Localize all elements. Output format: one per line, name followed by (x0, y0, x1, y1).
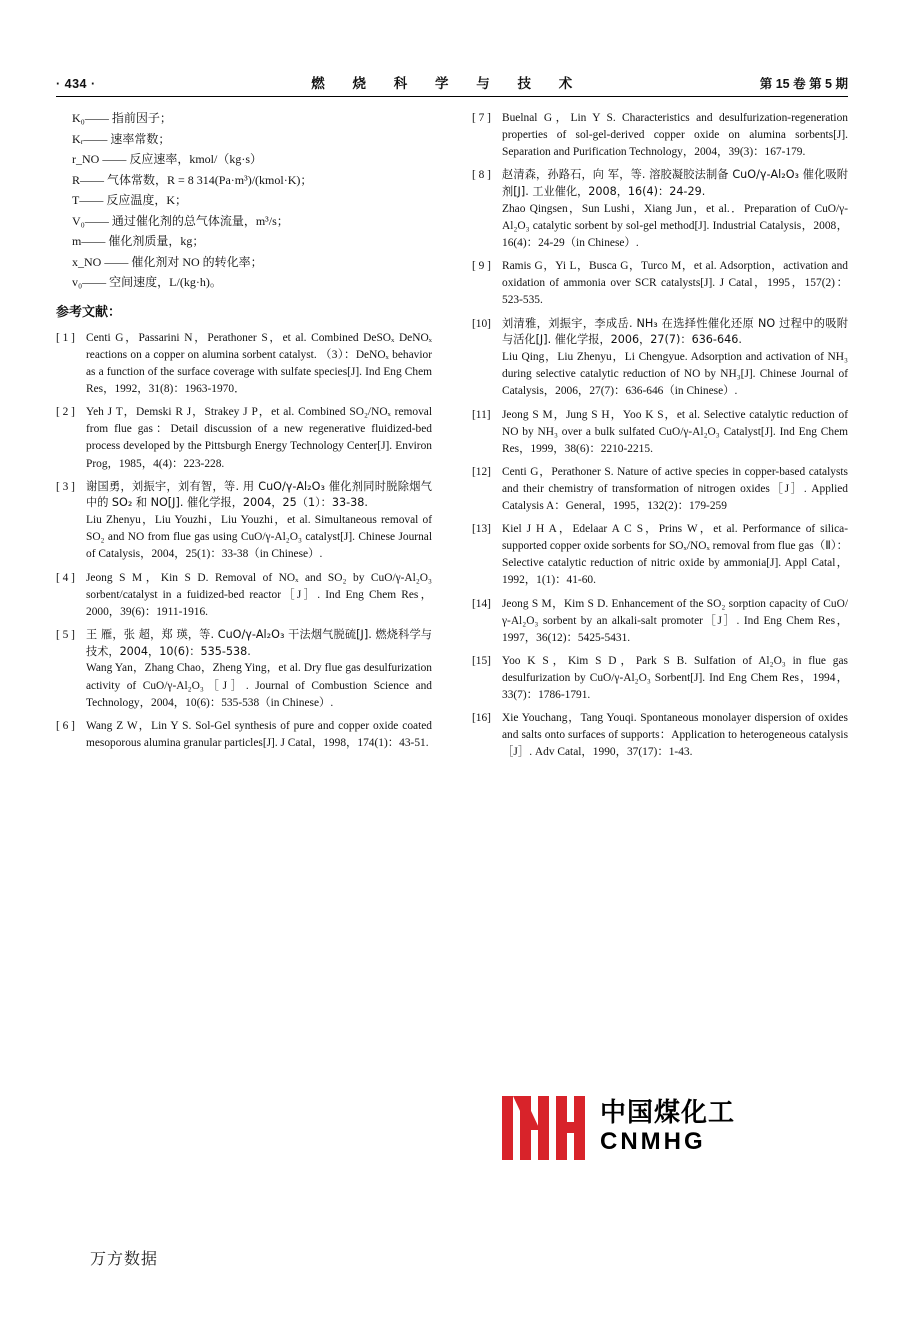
cnmhg-mark-icon (500, 1090, 586, 1164)
reference-text-english: Zhao Qingsen，Sun Lushi，Xiang Jun，et al.．Preparation of CuO/γ-Al₂O₃ catalytic sorbent by sol-gel method[J]. Industrial Catalysis，2008，16(4)：24-29（in Chinese）. (502, 202, 848, 250)
journal-title: 燃 烧 科 学 与 技 术 (311, 76, 585, 91)
left-column (56, 110, 432, 758)
reference-number: [ 6 ] (56, 719, 75, 732)
reference-entry (472, 316, 848, 401)
reference-number: [ 4 ] (56, 571, 75, 584)
reference-text: 谢国勇，刘振宇，刘有智，等. 用 CuO/γ-Al₂O₃ 催化剂同时脱除烟气中的 SO₂ 和 NO[J]. 催化学报，2004，25（1）：33-38. (86, 479, 432, 510)
logo-chinese-name: 中国煤化工 (600, 1097, 736, 1128)
reference-entry (472, 258, 848, 309)
list-item: x_NO —— 催化剂对 NO 的转化率； (72, 254, 263, 269)
reference-number: [10] (472, 317, 491, 330)
reference-number: [ 3 ] (56, 480, 75, 493)
list-item: V₀—— 通过催化剂的总气体流量，m³/s； (72, 213, 289, 228)
reference-entry (472, 464, 848, 515)
reference-entry (472, 653, 848, 704)
list-item: Kᵣ—— 速率常数； (72, 131, 171, 146)
reference-text: Wang Z W，Lin Y S. Sol-Gel synthesis of pure and copper oxide coated mesoporous alumina granular particles[J]. J Catal，1998，174(1)：43-51. (86, 719, 432, 749)
reference-text: 赵清森，孙路石，向 军，等. 溶胶凝胶法制备 CuO/γ-Al₂O₃ 催化吸附剂[J]. 工业催化，2008，16(4)：24-29. (502, 168, 848, 199)
reference-number: [ 1 ] (56, 331, 75, 344)
reference-number: [ 8 ] (472, 169, 491, 182)
reference-entry (472, 407, 848, 458)
reference-entry (56, 330, 432, 398)
reference-entry (56, 718, 432, 752)
publisher-logo (500, 1090, 735, 1164)
reference-text: Buelnal G，Lin Y S. Characteristics and desulfurization-regeneration properties of sol-gel-derived copper oxide on alumina sorbents[J]. Separation and Purification Technology，2004，39(3)：167-179. (502, 112, 848, 159)
reference-entry (472, 596, 848, 647)
list-item: r_NO —— 反应速率，kmol/（kg·s） (72, 152, 262, 167)
reference-number: [15] (472, 654, 491, 667)
reference-entry (56, 479, 432, 564)
nomenclature-list (56, 110, 432, 291)
list-item: v₀—— 空间速度，L/(kg·h)。 (72, 275, 222, 290)
reference-entry (56, 627, 432, 712)
reference-entry (56, 570, 432, 621)
reference-text: Centi G，Perathoner S. Nature of active species in copper-based catalysts and their chemistry of transformation of nitrogen oxides［J］. Applied Catalysis A：General，1995，132(2)：179-259 (502, 465, 848, 513)
reference-text: 刘清雅，刘振宇，李成岳. NH₃ 在选择性催化还原 NO 过程中的吸附与活化[J]. 催化学报，2006，27(7)：636-646. (502, 316, 848, 347)
list-item: m—— 催化剂质量，kg； (72, 234, 205, 249)
reference-number: [13] (472, 523, 491, 536)
reference-entry (472, 521, 848, 589)
wanfang-watermark: 万方数据 (90, 1249, 159, 1268)
reference-text-english: Liu Qing，Liu Zhenyu，Li Chengyue. Adsorption and activation of NH₃ during selective catalytic reduction of NO by NH₃[J]. Chinese Journal of Catalysis，2006，27(7)：636-646（in Chinese）. (502, 351, 848, 398)
reference-text: Xie Youchang，Tang Youqi. Spontaneous monolayer dispersion of oxides and salts onto surfaces of supports：Application to heterogeneous catalysis［J］. Adv Catal，1990，37(17)：1-43. (502, 712, 848, 759)
reference-number: [ 7 ] (472, 112, 491, 124)
reference-entry (472, 167, 848, 252)
reference-number: [ 2 ] (56, 406, 75, 419)
reference-text-english: Wang Yan，Zhang Chao，Zheng Ying，et al. Dry flue gas desulfurization activity of CuO/γ-Al₂O₃［J］. Journal of Combustion Science and Technology，2004，10(6)：535-538（in Chinese）. (86, 662, 432, 709)
reference-text: Centi G，Passarini N，Perathoner S，et al. Combined DeSOₓ DeNOₓ reactions on a copper on alumina sorbent catalyst. （3）：DeNOₓ behavior as a function of the surface coverage with sulfate species[J]. Ind Eng Chem Res，1992，31(8)：1963-1970． (86, 331, 432, 396)
reference-text: Jeong S M，Jung S H，Yoo K S，et al. Selective catalytic reduction of NO by NH₃ over a bulk sulfated CuO/γ-Al₂O₃ Catalyst[J]. Ind Eng Chem Res，1999，38(6)：2210-2215. (502, 408, 848, 455)
reference-number: [12] (472, 465, 491, 478)
reference-text: Yeh J T，Demski R J，Strakey J P，et al. Combined SO₂/NOₓ removal from flue gas：Detail discussion of a new regenerative fluidized-bed process developed by the Pittsburgh Energy Technology Center[J]. Environ Prog，1985，4(4)：223-228. (86, 406, 432, 470)
page-number: · 434 · (56, 77, 96, 91)
right-column (472, 110, 848, 768)
list-item: K₀—— 指前因子； (72, 111, 172, 125)
reference-text: Kiel J H A，Edelaar A C S，Prins W，et al. Performance of silica-supported copper oxide sorbents for SOₓ/NOₓ removal from flue gas（Ⅱ）：Selective catalytic reduction of nitric oxide by ammonia[J]. Appl Catal，1992，1(1)：41-60. (502, 523, 848, 587)
reference-entry (472, 110, 848, 161)
reference-number: [ 5 ] (56, 628, 75, 641)
reference-number: [14] (472, 597, 491, 610)
logo-text (600, 1097, 736, 1156)
reference-text-english: Liu Zhenyu，Liu Youzhi，Liu Youzhi，et al. Simultaneous removal of SO₂ and NO from flue gas using CuO/γ-Al₂O₃ catalyst[J]. Chinese Journal of Catalysis，2004，25(1)：33-38（in Chinese）. (86, 514, 432, 561)
issue-info: 第 15 卷 第 5 期 (759, 77, 848, 91)
reference-number: [11] (472, 408, 491, 421)
header-rule (56, 96, 848, 97)
page-header (56, 72, 848, 92)
reference-text: Jeong S M，Kim S D. Enhancement of the SO₂ sorption capacity of CuO/γ-Al₂O₃ sorbent by an alkali-salt promoter［J］. Ind Eng Chem Res，1997，36(12)：5425-5431. (502, 597, 848, 644)
reference-number: [ 9 ] (472, 260, 491, 273)
references-heading: 参考文献： (56, 304, 122, 320)
list-item: R—— 气体常数，R = 8 314(Pa·m³)/(kmol·K)； (72, 172, 313, 187)
logo-english-name: CNMHG (600, 1128, 706, 1156)
reference-entry (56, 404, 432, 472)
reference-text: 王 雁，张 超，郑 瑛，等. CuO/γ-Al₂O₃ 干法烟气脱硫[J]. 燃烧科学与技术，2004，10(6)：535-538. (86, 627, 432, 658)
reference-text: Ramis G，Yi L，Busca G，Turco M，et al. Adsorption，activation and oxidation of ammonia over SCR catalysts[J]. J Catal，1995，157(2)：523-535. (502, 260, 848, 307)
list-item: T—— 反应温度，K； (72, 193, 187, 208)
reference-text: Jeong S M，Kin S D. Removal of NOₓ and SO₂ by CuO/γ-Al₂O₃ sorbent/catalyst in a fuidized-bed reactor［J］. Ind Eng Chem Res，2000，39(6)：1911-1916. (86, 571, 432, 618)
reference-text: Yoo K S，Kim S D，Park S B. Sulfation of Al₂O₃ in flue gas desulfurization by CuO/γ-Al₂O₃ Sorbent[J]. Ind Eng Chem Res，1994，33(7)：1786-1791. (502, 654, 848, 702)
reference-number: [16] (472, 712, 491, 725)
reference-entry (472, 710, 848, 761)
